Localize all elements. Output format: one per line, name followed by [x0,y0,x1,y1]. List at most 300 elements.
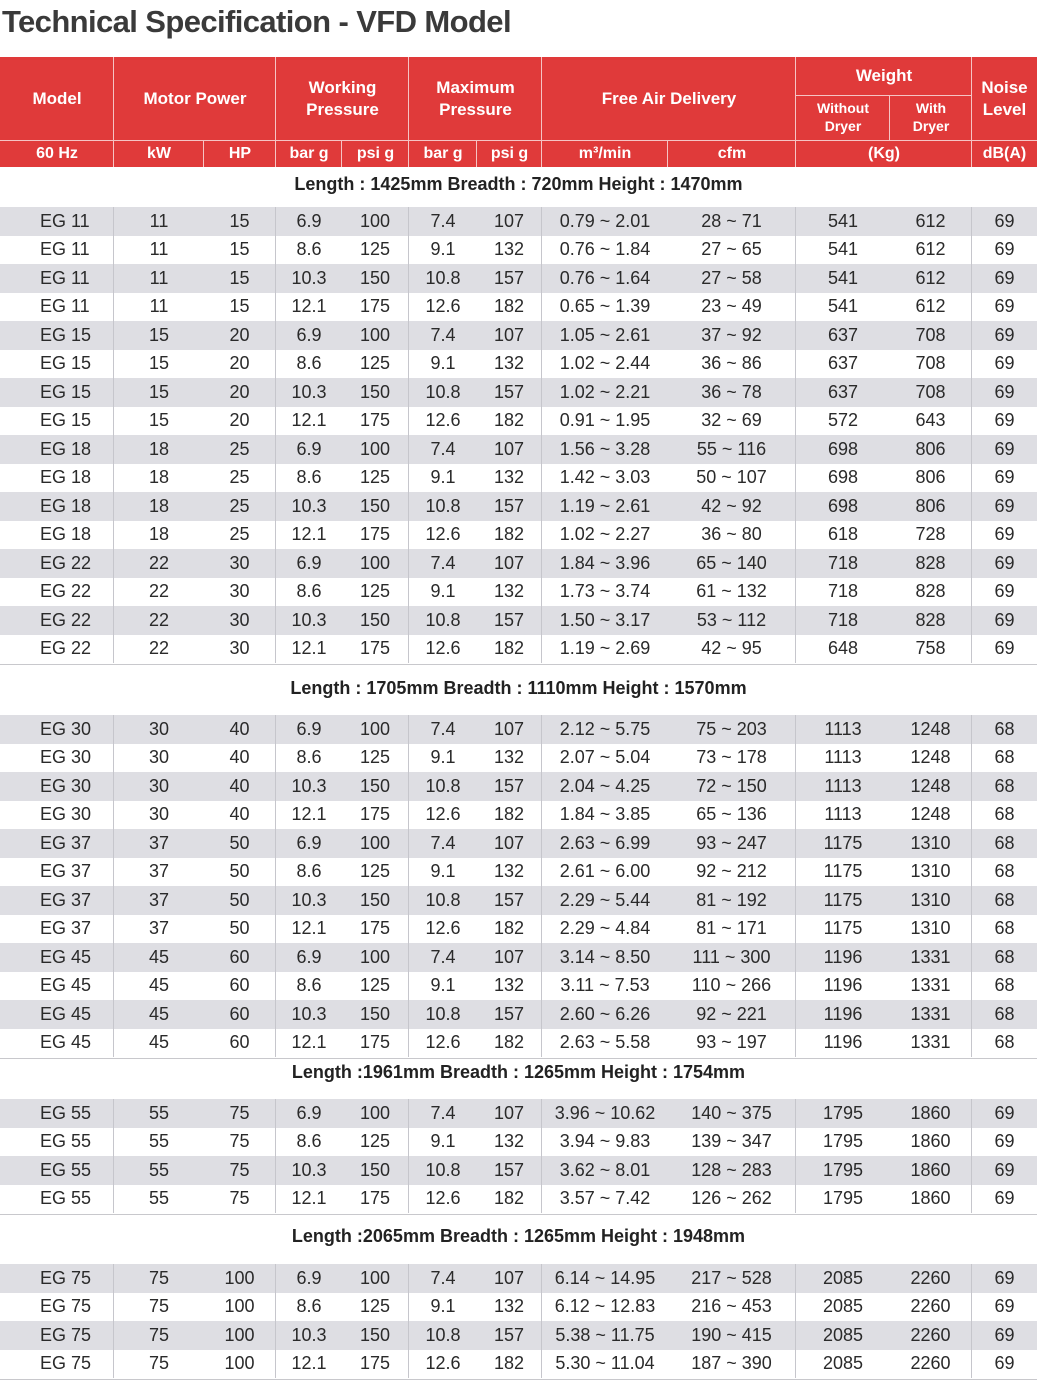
table-row [0,521,1037,550]
cell-cfm: 81 ~ 192 [668,886,796,915]
unit-wp-psi: psi g [356,144,395,162]
cell-mp-psi: 132 [477,972,542,1001]
table-row [0,972,1037,1001]
cell-mp-bar: 12.6 [425,1032,461,1053]
cell-wp-bar: 6.9 [296,946,322,967]
cell-noise: 68 [994,718,1015,739]
cell-hp: 100 [204,1350,276,1379]
cell-cfm: 217 ~ 528 [668,1264,796,1293]
cell-mp-psi: 107 [477,207,542,236]
cell-model: EG 55 [0,1099,114,1128]
table-row [0,744,1037,773]
cell-weight-with-dryer: 828 [890,578,972,607]
cell-weight-with-dryer: 1860 [890,1099,972,1128]
cell-wp-bar: 12.1 [291,638,327,659]
cell-hp: 75 [204,1099,276,1128]
cell-mp-psi: 132 [477,744,542,773]
table-row [0,435,1037,464]
cell-noise: 69 [994,210,1015,231]
cell-kw: 11 [149,210,169,231]
cell-weight-without-dryer: 637 [827,353,859,374]
cell-mp-bar: 10.8 [425,1003,461,1024]
cell-wp-psi: 150 [342,264,409,293]
cell-m3min: 0.79 ~ 2.01 [559,210,651,231]
cell-noise: 68 [994,946,1015,967]
cell-model: EG 45 [0,1000,114,1029]
cell-m3min: 0.76 ~ 1.64 [559,267,651,288]
group-divider [0,1379,1037,1380]
cell-weight-without-dryer: 618 [827,524,859,545]
cell-mp-bar: 7.4 [430,718,456,739]
unit-wp-bar: bar g [289,144,329,162]
cell-wp-bar: 8.6 [296,353,322,374]
cell-kw: 75 [148,1267,170,1288]
cell-weight-without-dryer: 1795 [822,1102,864,1123]
cell-hp: 40 [204,744,276,773]
cell-model: EG 22 [0,549,114,578]
cell-noise: 68 [994,889,1015,910]
cell-mp-bar: 7.4 [430,946,456,967]
header-divider [275,57,276,167]
cell-model: EG 22 [0,635,114,664]
dimension-group-label: Length :1961mm Breadth : 1265mm Height : 1754mm [291,1062,746,1082]
cell-model: EG 37 [0,829,114,858]
cell-wp-bar: 12.1 [291,1188,327,1209]
cell-noise: 69 [994,524,1015,545]
cell-noise: 69 [994,324,1015,345]
cell-mp-bar: 7.4 [430,832,456,853]
cell-m3min: 2.63 ~ 5.58 [559,1032,651,1053]
header-divider [408,57,409,167]
cell-weight-with-dryer: 1248 [890,801,972,830]
table-row [0,492,1037,521]
cell-weight-with-dryer: 708 [890,378,972,407]
cell-kw: 11 [149,296,169,317]
cell-hp: 20 [204,407,276,436]
cell-mp-bar: 9.1 [430,1296,456,1317]
cell-wp-bar: 12.1 [291,410,327,431]
cell-weight-with-dryer: 828 [890,606,972,635]
cell-weight-with-dryer: 1310 [890,858,972,887]
cell-mp-psi: 107 [477,321,542,350]
table-row [0,1156,1037,1185]
cell-weight-without-dryer: 541 [827,210,859,231]
cell-kw: 15 [148,353,170,374]
table-row [0,1264,1037,1293]
cell-weight-without-dryer: 698 [827,467,859,488]
cell-hp: 20 [204,321,276,350]
cell-m3min: 1.02 ~ 2.21 [559,381,651,402]
cell-wp-psi: 125 [342,464,409,493]
cell-model: EG 45 [0,1029,114,1058]
header-divider [971,57,972,167]
table-row [0,1099,1037,1128]
header-weight: Weight [855,66,913,86]
cell-cfm: 61 ~ 132 [668,578,796,607]
cell-model: EG 18 [0,492,114,521]
cell-kw: 30 [148,747,170,768]
cell-noise: 68 [994,1003,1015,1024]
cell-cfm: 93 ~ 197 [668,1029,796,1058]
cell-noise: 69 [994,1188,1015,1209]
cell-model: EG 45 [0,943,114,972]
cell-hp: 75 [204,1156,276,1185]
cell-wp-bar: 6.9 [296,718,322,739]
cell-model: EG 75 [0,1293,114,1322]
cell-wp-bar: 12.1 [291,918,327,939]
cell-mp-bar: 9.1 [430,975,456,996]
cell-hp: 50 [204,829,276,858]
cell-kw: 15 [148,381,170,402]
cell-weight-without-dryer: 1113 [824,718,862,739]
cell-wp-psi: 100 [342,435,409,464]
cell-wp-psi: 100 [342,1264,409,1293]
cell-wp-psi: 100 [342,829,409,858]
cell-model: EG 30 [0,715,114,744]
group-divider [0,1058,1037,1059]
cell-cfm: 53 ~ 112 [668,606,796,635]
cell-wp-psi: 125 [342,744,409,773]
cell-noise: 69 [994,438,1015,459]
cell-noise: 69 [994,267,1015,288]
cell-mp-psi: 132 [477,1128,542,1157]
header-divider [796,95,972,96]
table-row [0,578,1037,607]
cell-cfm: 28 ~ 71 [668,207,796,236]
cell-kw: 22 [148,581,170,602]
cell-m3min: 3.11 ~ 7.53 [560,975,650,996]
table-row [0,1293,1037,1322]
cell-mp-bar: 10.8 [425,495,461,516]
cell-weight-with-dryer: 1860 [890,1128,972,1157]
cell-kw: 55 [148,1159,170,1180]
cell-wp-bar: 8.6 [296,747,322,768]
header-noise-level: Noise Level [981,78,1028,119]
cell-hp: 100 [204,1321,276,1350]
cell-wp-psi: 125 [342,858,409,887]
cell-mp-psi: 157 [477,886,542,915]
table-row [0,858,1037,887]
cell-cfm: 27 ~ 65 [668,236,796,265]
cell-weight-with-dryer: 806 [890,492,972,521]
cell-wp-bar: 10.3 [291,889,327,910]
dimension-group-label: Length : 1425mm Breadth : 720mm Height : 1470mm [294,174,743,194]
cell-weight-without-dryer: 2085 [822,1353,864,1374]
cell-cfm: 50 ~ 107 [668,464,796,493]
cell-noise: 68 [994,775,1015,796]
cell-wp-bar: 8.6 [296,581,322,602]
cell-m3min: 1.56 ~ 3.28 [559,438,651,459]
cell-cfm: 187 ~ 390 [668,1350,796,1379]
cell-weight-with-dryer: 708 [890,321,972,350]
cell-weight-without-dryer: 2085 [822,1267,864,1288]
cell-mp-bar: 12.6 [425,410,461,431]
cell-weight-without-dryer: 541 [827,296,859,317]
cell-weight-with-dryer: 2260 [890,1293,972,1322]
header-free-air-delivery: Free Air Delivery [601,88,737,108]
cell-mp-psi: 107 [477,715,542,744]
cell-noise: 69 [994,638,1015,659]
cell-noise: 68 [994,861,1015,882]
header-divider [203,140,204,167]
cell-model: EG 18 [0,521,114,550]
cell-m3min: 1.05 ~ 2.61 [559,324,651,345]
cell-kw: 30 [148,804,170,825]
cell-weight-without-dryer: 1196 [823,975,863,996]
cell-mp-psi: 157 [477,492,542,521]
unit-mp-psi: psi g [490,144,529,162]
cell-m3min: 3.96 ~ 10.62 [554,1102,656,1123]
cell-weight-without-dryer: 1113 [824,775,862,796]
header-divider [0,140,1037,141]
cell-weight-with-dryer: 1310 [890,829,972,858]
cell-wp-psi: 125 [342,578,409,607]
cell-hp: 100 [204,1264,276,1293]
header-with-dryer: With Dryer [912,100,950,134]
cell-weight-without-dryer: 1795 [822,1188,864,1209]
cell-kw: 37 [148,918,170,939]
cell-cfm: 111 ~ 300 [668,943,796,972]
cell-cfm: 110 ~ 266 [668,972,796,1001]
cell-model: EG 15 [0,321,114,350]
cell-cfm: 37 ~ 92 [668,321,796,350]
cell-cfm: 36 ~ 86 [668,350,796,379]
cell-mp-bar: 9.1 [430,747,456,768]
cell-wp-psi: 150 [342,492,409,521]
cell-mp-bar: 9.1 [430,581,456,602]
unit-hp: HP [228,144,252,162]
table-row [0,1185,1037,1214]
cell-wp-bar: 6.9 [296,832,322,853]
cell-weight-with-dryer: 1860 [890,1156,972,1185]
cell-wp-bar: 12.1 [291,296,327,317]
cell-m3min: 3.57 ~ 7.42 [559,1188,651,1209]
cell-mp-bar: 12.6 [425,296,461,317]
cell-kw: 75 [148,1324,170,1345]
cell-kw: 11 [149,239,169,260]
cell-cfm: 128 ~ 283 [668,1156,796,1185]
cell-mp-bar: 10.8 [425,609,461,630]
cell-noise: 69 [994,239,1015,260]
cell-mp-bar: 10.8 [425,381,461,402]
table-row [0,772,1037,801]
unit-kg: (Kg) [868,144,900,162]
cell-kw: 75 [148,1353,170,1374]
cell-mp-psi: 182 [477,1185,542,1214]
cell-hp: 60 [204,943,276,972]
cell-mp-bar: 9.1 [430,467,456,488]
cell-kw: 55 [148,1102,170,1123]
cell-wp-psi: 175 [342,1185,409,1214]
cell-m3min: 1.19 ~ 2.61 [559,495,651,516]
cell-noise: 69 [994,410,1015,431]
cell-hp: 100 [204,1293,276,1322]
cell-model: EG 15 [0,407,114,436]
cell-mp-bar: 7.4 [430,438,456,459]
cell-model: EG 22 [0,578,114,607]
cell-weight-without-dryer: 648 [827,638,859,659]
table-row [0,407,1037,436]
cell-noise: 69 [994,1267,1015,1288]
cell-weight-with-dryer: 612 [890,293,972,322]
cell-hp: 40 [204,801,276,830]
cell-mp-psi: 107 [477,1099,542,1128]
cell-wp-bar: 6.9 [296,552,322,573]
cell-model: EG 45 [0,972,114,1001]
cell-m3min: 1.73 ~ 3.74 [559,581,651,602]
cell-kw: 30 [148,718,170,739]
cell-model: EG 18 [0,435,114,464]
cell-cfm: 73 ~ 178 [668,744,796,773]
cell-wp-bar: 10.3 [291,267,327,288]
cell-mp-psi: 157 [477,772,542,801]
cell-weight-with-dryer: 612 [890,207,972,236]
cell-weight-with-dryer: 1331 [890,1029,972,1058]
cell-wp-psi: 100 [342,943,409,972]
cell-cfm: 75 ~ 203 [668,715,796,744]
table-row [0,715,1037,744]
cell-mp-psi: 157 [477,1321,542,1350]
table-header [0,57,1037,167]
cell-mp-psi: 157 [477,1156,542,1185]
cell-cfm: 139 ~ 347 [668,1128,796,1157]
cell-kw: 15 [148,324,170,345]
cell-hp: 50 [204,915,276,944]
cell-cfm: 32 ~ 69 [668,407,796,436]
cell-hp: 25 [204,464,276,493]
cell-noise: 69 [994,381,1015,402]
cell-mp-bar: 10.8 [425,1324,461,1345]
cell-kw: 18 [148,495,170,516]
table-row [0,207,1037,236]
cell-cfm: 36 ~ 80 [668,521,796,550]
cell-mp-bar: 10.8 [425,267,461,288]
cell-noise: 69 [994,1324,1015,1345]
cell-mp-bar: 7.4 [430,210,456,231]
cell-hp: 20 [204,378,276,407]
cell-mp-bar: 9.1 [430,353,456,374]
cell-kw: 22 [148,609,170,630]
cell-mp-bar: 12.6 [425,1188,461,1209]
cell-wp-psi: 125 [342,236,409,265]
cell-weight-without-dryer: 698 [827,495,859,516]
cell-mp-bar: 10.8 [425,889,461,910]
cell-mp-psi: 132 [477,578,542,607]
cell-noise: 68 [994,975,1015,996]
cell-m3min: 3.62 ~ 8.01 [559,1159,651,1180]
cell-cfm: 93 ~ 247 [668,829,796,858]
cell-hp: 30 [204,635,276,664]
cell-model: EG 37 [0,886,114,915]
cell-m3min: 1.42 ~ 3.03 [559,467,651,488]
cell-mp-bar: 7.4 [430,324,456,345]
cell-wp-bar: 8.6 [296,467,322,488]
cell-model: EG 37 [0,858,114,887]
cell-noise: 69 [994,353,1015,374]
cell-m3min: 1.19 ~ 2.69 [559,638,651,659]
cell-model: EG 11 [0,293,114,322]
cell-weight-without-dryer: 1113 [824,804,862,825]
cell-wp-psi: 150 [342,1321,409,1350]
cell-weight-with-dryer: 728 [890,521,972,550]
cell-cfm: 65 ~ 136 [668,801,796,830]
cell-m3min: 5.30 ~ 11.04 [555,1353,655,1374]
cell-cfm: 72 ~ 150 [668,772,796,801]
cell-weight-with-dryer: 2260 [890,1264,972,1293]
page-title: Technical Specification - VFD Model [2,4,511,39]
cell-wp-psi: 100 [342,321,409,350]
cell-mp-psi: 182 [477,407,542,436]
cell-wp-psi: 100 [342,715,409,744]
cell-kw: 45 [148,975,170,996]
cell-cfm: 65 ~ 140 [668,549,796,578]
cell-wp-psi: 175 [342,1029,409,1058]
cell-mp-psi: 182 [477,293,542,322]
cell-wp-psi: 150 [342,772,409,801]
cell-cfm: 27 ~ 58 [668,264,796,293]
cell-wp-psi: 175 [342,293,409,322]
cell-model: EG 30 [0,744,114,773]
cell-wp-bar: 6.9 [296,324,322,345]
unit-dba: dB(A) [982,144,1027,162]
cell-weight-without-dryer: 541 [827,239,859,260]
table-row [0,236,1037,265]
cell-mp-psi: 182 [477,635,542,664]
cell-kw: 15 [148,410,170,431]
cell-model: EG 15 [0,350,114,379]
cell-mp-psi: 132 [477,236,542,265]
cell-model: EG 15 [0,378,114,407]
cell-hp: 50 [204,858,276,887]
cell-noise: 69 [994,1159,1015,1180]
cell-model: EG 37 [0,915,114,944]
dimension-group-label: Length : 1705mm Breadth : 1110mm Height : 1570mm [290,678,747,698]
dimension-group-label: Length :2065mm Breadth : 1265mm Height : 1948mm [291,1226,746,1246]
table-row [0,915,1037,944]
cell-mp-bar: 7.4 [430,1267,456,1288]
cell-wp-psi: 100 [342,1099,409,1128]
cell-mp-psi: 182 [477,801,542,830]
cell-model: EG 30 [0,772,114,801]
cell-weight-without-dryer: 1175 [823,918,863,939]
cell-wp-psi: 175 [342,521,409,550]
cell-weight-without-dryer: 572 [827,410,859,431]
cell-noise: 69 [994,609,1015,630]
cell-weight-with-dryer: 2260 [890,1321,972,1350]
cell-weight-with-dryer: 1331 [890,943,972,972]
cell-hp: 60 [204,972,276,1001]
cell-kw: 18 [148,524,170,545]
table-row [0,1000,1037,1029]
cell-hp: 15 [204,207,276,236]
cell-model: EG 55 [0,1156,114,1185]
cell-noise: 68 [994,1032,1015,1053]
cell-kw: 18 [148,467,170,488]
cell-wp-psi: 150 [342,886,409,915]
cell-m3min: 1.84 ~ 3.85 [559,804,651,825]
cell-wp-bar: 12.1 [291,524,327,545]
table-row [0,1128,1037,1157]
cell-noise: 69 [994,581,1015,602]
cell-kw: 37 [148,861,170,882]
cell-wp-psi: 175 [342,801,409,830]
cell-noise: 68 [994,918,1015,939]
cell-mp-bar: 12.6 [425,1353,461,1374]
cell-hp: 25 [204,435,276,464]
cell-mp-psi: 182 [477,521,542,550]
cell-weight-without-dryer: 698 [827,438,859,459]
cell-hp: 25 [204,492,276,521]
